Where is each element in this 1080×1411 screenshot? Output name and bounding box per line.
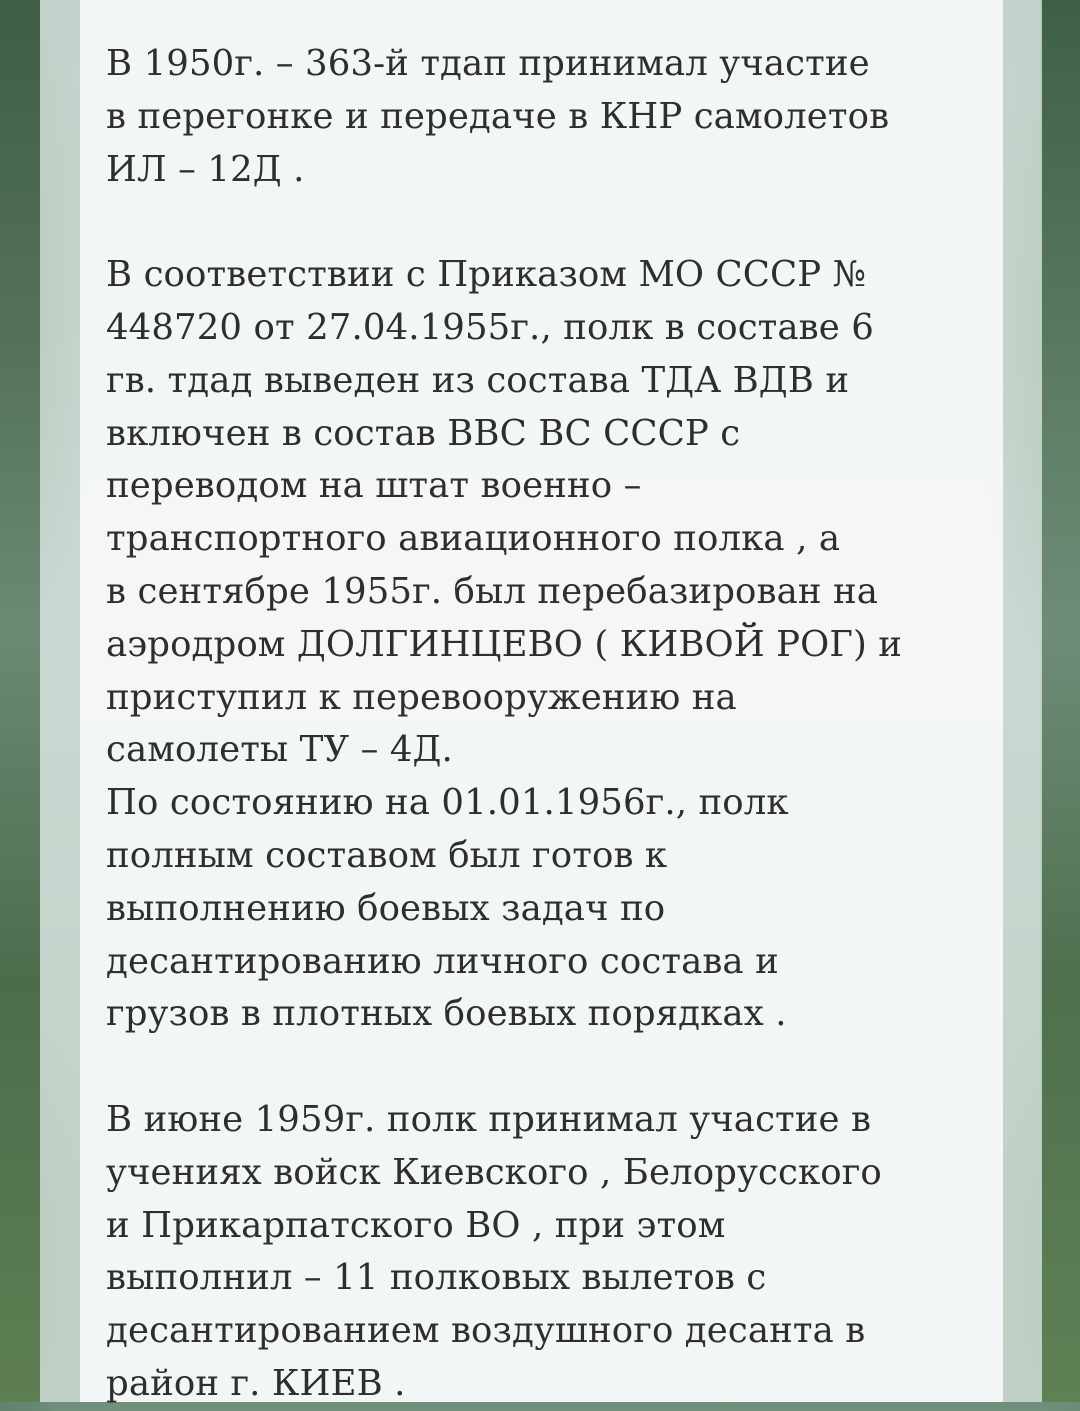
paragraph-spacer — [106, 1041, 986, 1094]
text-line: По состоянию на 01.01.1956г., полк — [106, 782, 789, 824]
text-line: приступил к перевооружению на — [106, 676, 737, 718]
text-line: 448720 от 27.04.1955г., полк в составе 6 — [106, 306, 874, 348]
text-line: в перегонке и передаче в КНР самолетов — [106, 95, 890, 137]
paragraph-1950 — [106, 38, 986, 196]
paragraph-1959 — [106, 1094, 986, 1411]
text-line: ИЛ – 12Д . — [106, 148, 305, 190]
text-line: В июне 1959г. полк принимал участие в — [106, 1098, 872, 1140]
text-line: самолеты ТУ – 4Д. — [106, 729, 453, 771]
text-line: десантированию личного состава и — [106, 940, 779, 982]
text-line: выполнил – 11 полковых вылетов с — [106, 1257, 767, 1299]
background-landscape-right — [1040, 0, 1080, 1402]
background-landscape-left — [0, 0, 40, 1402]
text-line: переводом на штат военно – — [106, 465, 642, 507]
text-line: учениях войск Киевского , Белорусского — [106, 1151, 882, 1193]
text-line: аэродром ДОЛГИНЦЕВО ( КИВОЙ РОГ) и — [106, 623, 903, 665]
article-text — [106, 38, 986, 1411]
text-line: В 1950г. – 363-й тдап принимал участие — [106, 43, 870, 84]
paragraph-1955 — [106, 249, 986, 777]
text-line: транспортного авиационного полка , а — [106, 518, 841, 560]
paragraph-1956 — [106, 777, 986, 1041]
text-line: выполнению боевых задач по — [106, 887, 666, 929]
text-line: грузов в плотных боевых порядках . — [106, 993, 787, 1035]
text-line: В соответствии с Приказом МО СССР № — [106, 254, 867, 296]
text-line: включен в состав ВВС ВС СССР с — [106, 412, 741, 454]
text-line: десантированием воздушного десанта в — [106, 1310, 866, 1352]
text-line: и Прикарпатского ВО , при этом — [106, 1204, 726, 1246]
text-line: в сентябре 1955г. был перебазирован на — [106, 570, 879, 612]
text-line: полным составом был готов к — [106, 834, 668, 876]
paragraph-spacer — [106, 196, 986, 249]
text-line: район г. КИЕВ . — [106, 1362, 406, 1404]
text-line: гв. тдад выведен из состава ТДА ВДВ и — [106, 359, 850, 401]
